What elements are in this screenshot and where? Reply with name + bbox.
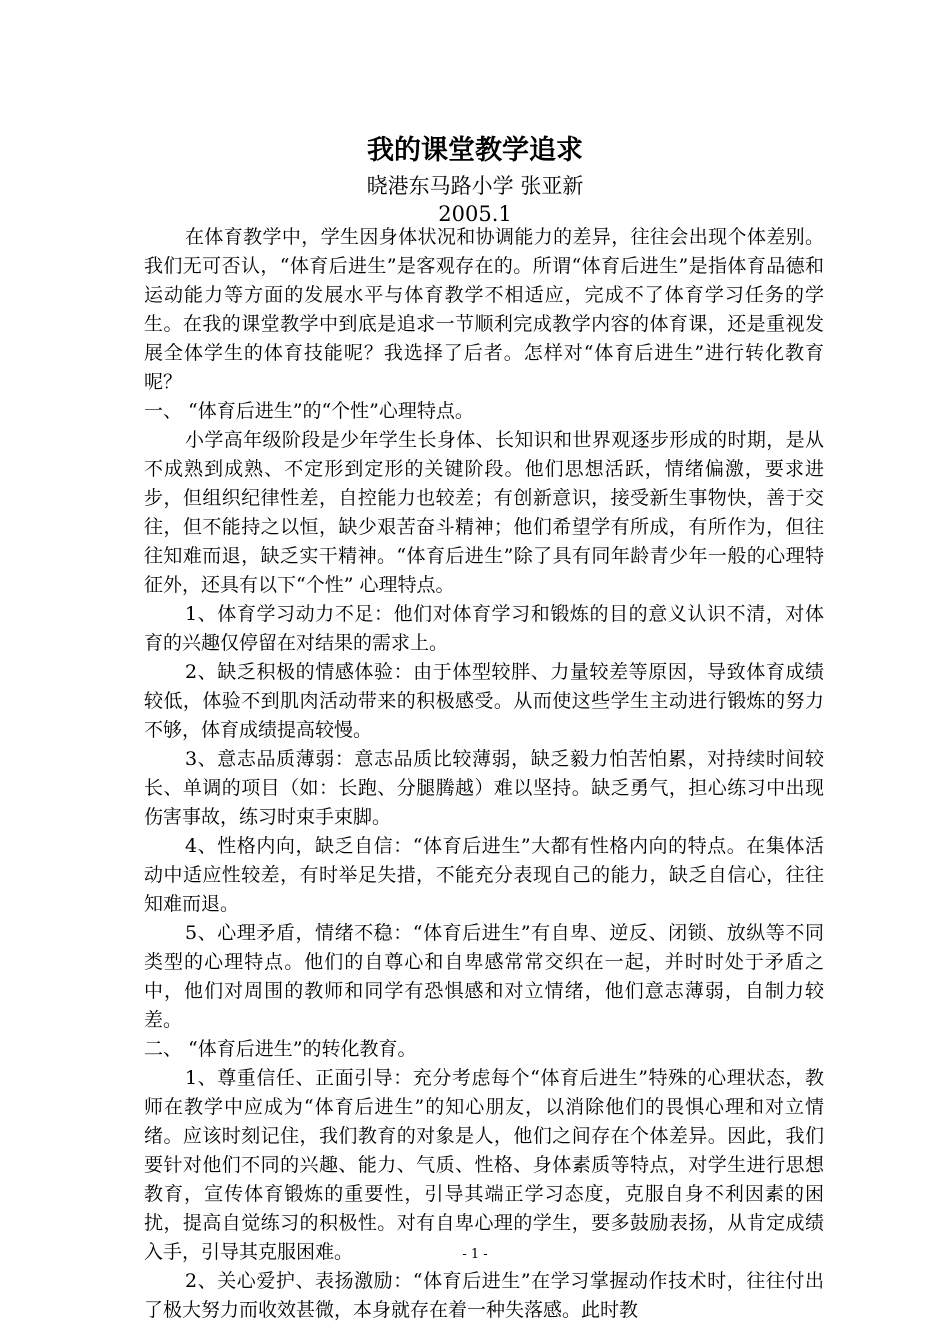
paragraph: 2、缺乏积极的情感体验：由于体型较胖、力量较差等原因，导致体育成绩较低，体验不到肌肉活动带来的积极感受。从而使这些学生主动进行锻炼的努力不够，体育成绩提高较慢。: [144, 661, 824, 741]
paragraph: 1、尊重信任、正面引导：充分考虑每个“体育后进生”特殊的心理状态，教师在教学中应成为“体育后进生”的知心朋友，以消除他们的畏惧心理和对立情绪。应该时刻记住，我们教育的对象是人，他们之间存在个体差异。因此，我们要针对他们不同的兴趣、能力、气质、性格、身体素质等特点，对学生进行思想教育，宣传体育锻炼的重要性，引导其端正学习态度，克服自身不利因素的困扰，提高自觉练习的积极性。对有自卑心理的学生，要多鼓励表扬，从肯定成绩入手，引导其克服困难。: [144, 1067, 824, 1263]
author-line: 晓港东马路小学 张亚新: [366, 174, 584, 198]
page-number: - 1 -: [462, 1247, 488, 1262]
paragraph: 4、性格内向，缺乏自信：“体育后进生”大都有性格内向的特点。在集体活动中适应性较差，有时举足失措，不能充分表现自己的能力，缺乏自信心，往往知难而退。: [144, 835, 824, 915]
paragraph: 在体育教学中，学生因身体状况和协调能力的差异，往往会出现个体差别。我们无可否认，“体育后进生”是客观存在的。所谓“体育后进生”是指体育品德和运动能力等方面的发展水平与体育教学不相适应，完成不了体育学习任务的学生。在我的课堂教学中到底是追求一节顺利完成教学内容的体育课，还是重视发展全体学生的体育技能呢？我选择了后者。怎样对“体育后进生”进行转化教育呢？: [144, 226, 824, 393]
section-heading: 二、 “体育后进生”的转化教育。: [144, 1038, 417, 1060]
paragraph: 1、体育学习动力不足：他们对体育学习和锻炼的目的意义认识不清，对体育的兴趣仅停留在对结果的需求上。: [144, 603, 824, 654]
document-title: 我的课堂教学追求: [367, 135, 583, 166]
paragraph: 3、意志品质薄弱：意志品质比较薄弱，缺乏毅力怕苦怕累，对持续时间较长、单调的项目（如：长跑、分腿腾越）难以坚持。缺乏勇气，担心练习中出现伤害事故，练习时束手束脚。: [144, 748, 824, 828]
paragraph: 5、心理矛盾，情绪不稳：“体育后进生”有自卑、逆反、闭锁、放纵等不同类型的心理特点。他们的自尊心和自卑感常常交织在一起，并时时处于矛盾之中，他们对周围的教师和同学有恐惧感和对立情绪，他们意志薄弱，自制力较差。: [144, 922, 824, 1031]
date-line: 2005.1: [438, 202, 512, 226]
section-heading: 一、 “体育后进生”的“个性”心理特点。: [144, 400, 474, 422]
body-text: [144, 223, 824, 1325]
paragraph: 2、关心爱护、表扬激励：“体育后进生”在学习掌握动作技术时，往往付出了极大努力而收效甚微，本身就存在着一种失落感。此时教: [144, 1270, 824, 1321]
paragraph: 小学高年级阶段是少年学生长身体、长知识和世界观逐步形成的时期，是从不成熟到成熟、不定形到定形的关键阶段。他们思想活跃，情绪偏激，要求进步，但组织纪律性差，自控能力也较差；有创新意识，接受新生事物快，善于交往，但不能持之以恒，缺少艰苦奋斗精神；他们希望学有所成，有所作为，但往往知难而退，缺乏实干精神。“体育后进生”除了具有同年龄青少年一般的心理特征外，还具有以下“个性” 心理特点。: [144, 429, 824, 596]
